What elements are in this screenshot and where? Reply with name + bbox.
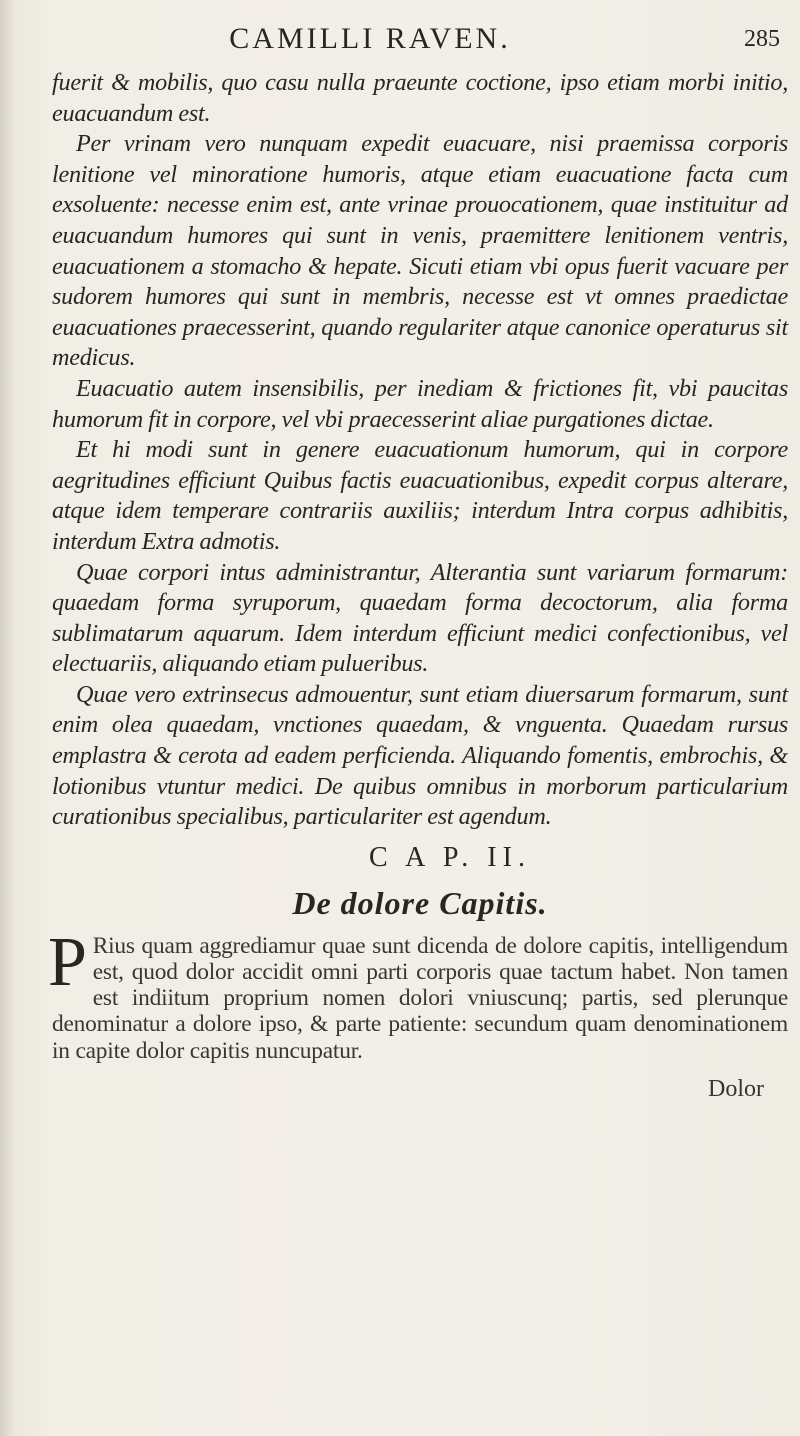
running-title: CAMILLI RAVEN. — [229, 22, 511, 55]
binding-shadow — [0, 0, 14, 1436]
chapter-title: De dolore Capitis. — [292, 884, 548, 921]
chapter-label: C A P. II. — [369, 841, 531, 873]
chapter-body — [48, 923, 788, 1064]
running-head — [0, 22, 800, 62]
paragraph-urine: Per vrinam vero nunquam expedit euacuare, nisi praemissa corporis lenitione vel minoratione humoris, atque etiam euacuatione facta cum exsoluente: necesse enim est, ante vrinae prouocationem, quae instituitur ad euacuandum humores qui sunt in venis, praemittere lenitionem ventris, euacuationem a stomacho & hepate. Sicuti etiam vbi opus fuerit vacuare per sudorem humores qui sunt in membris, necesse est vt omnes praedictae euacuationes praecesserint, quando regulariter atque canonice operaturus sit medicus. — [52, 130, 788, 372]
chapter-body-text: Rius quam aggrediamur quae sunt dicenda de dolore capitis, intelligendum est, quod dolor accidit omni parti corporis quae tactum habet. Non tamen est indiitum proprium nomen dolori vniuscunq; partis, sed plerunque denominatur a dolore ipso, & parte patiente: secundum quam denominationem in capite dolor capitis nuncupatur. — [52, 932, 788, 1064]
paragraph-external: Quae vero extrinsecus admouentur, sunt etiam diuersarum formarum, sunt enim olea quaedam, vnctiones quaedam, & vnguenta. Quaedam rursus emplastra & cerota ad eadem perficienda. Aliquando fomentis, embrochis, & lotionibus vtuntur medici. De quibus omnibus in morborum particularium curationibus specialibus, particulariter est agendum. — [52, 680, 788, 831]
text-body — [48, 68, 788, 1106]
page-number: 285 — [744, 26, 780, 52]
paragraph-modes: Et hi modi sunt in genere euacuationum humorum, qui in corpore aegritudines efficiunt Quibus factis euacuationibus, expedit corpus alterare, atque idem temperare contrariis auxiliis; interdum Intra corpus adhibitis, interdum Extra admotis. — [52, 436, 788, 555]
paragraph-internal: Quae corpori intus administrantur, Alterantia sunt variarum formarum: quaedam forma syruporum, quaedam forma decoctorum, alia forma sublimatarum aquarum. Idem interdum efficiunt medici confectionibus, vel electuariis, aliquando etiam pulueribus. — [52, 558, 788, 678]
paragraph-continuation: fuerit & mobilis, quo casu nulla praeunte coctione, ipso etiam morbi initio, euacuandum est. — [52, 69, 788, 127]
catchword: Dolor — [708, 1075, 764, 1102]
drop-cap: P — [48, 923, 87, 1001]
catchword-row — [52, 1072, 788, 1106]
paragraph-insensible: Euacuatio autem insensibilis, per inediam & frictiones fit, vbi paucitas humorum fit in corpore, vel vbi praecesserint aliae purgationes dictae. — [52, 374, 788, 433]
